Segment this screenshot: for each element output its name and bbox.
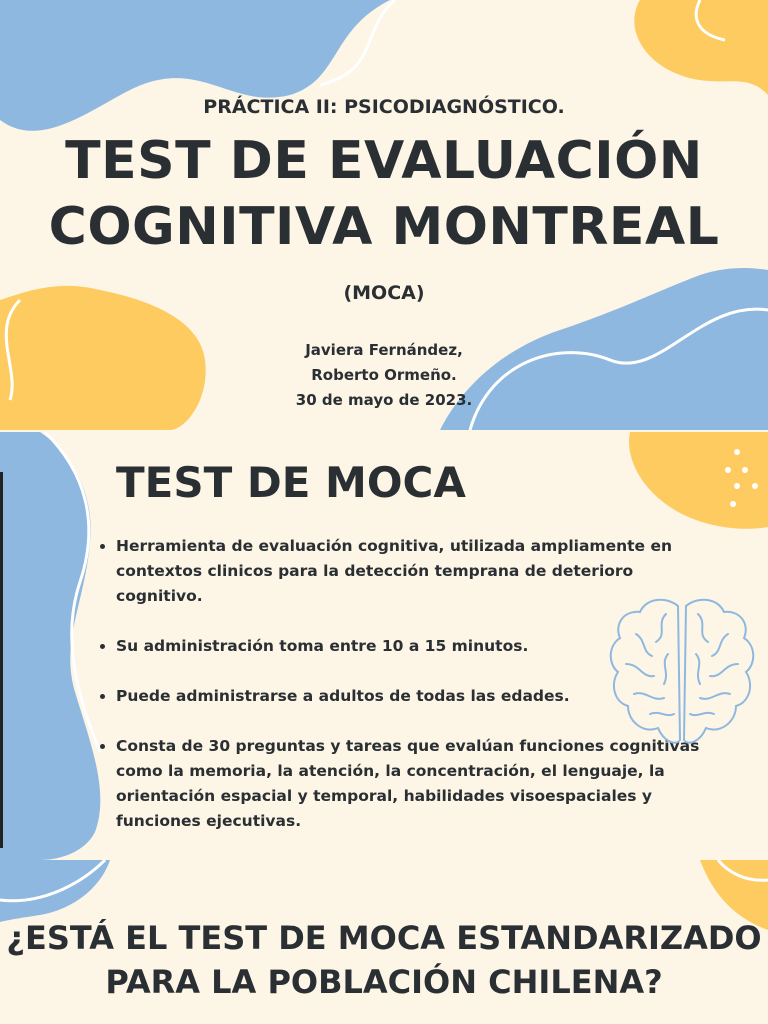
author-2: Roberto Ormeño. <box>311 366 457 384</box>
cover-title <box>0 128 768 260</box>
bullet-item: • Consta de 30 preguntas y tareas que evalúan funciones cognitivas como la memoria, la atención, la concentración, el lenguaje, la orientación espacial y temporal, habilidades visoespaciales y funciones ejecutivas. <box>116 734 716 834</box>
cover-abbreviation: (MOCA) <box>343 282 425 304</box>
brain-icon <box>606 594 758 754</box>
presentation-date: 30 de mayo de 2023. <box>295 391 473 409</box>
cover-title-line2: COGNITIVA MONTREAL <box>48 197 720 257</box>
question-line2: PARA LA POBLACIÓN CHILENA? <box>105 963 663 1001</box>
moca-heading: TEST DE MOCA <box>116 458 466 507</box>
cover-subtitle: PRÁCTICA II: PSICODIAGNÓSTICO. <box>203 96 565 118</box>
bullet-item: • Herramienta de evaluación cognitiva, utilizada ampliamente en contextos clinicos para la detección temprana de deterioro cognitivo. <box>116 534 716 609</box>
closing-question <box>0 916 768 1004</box>
author-1: Javiera Fernández, <box>305 341 463 359</box>
bullet-item: • Puede administrarse a adultos de todas las edades. <box>116 684 716 709</box>
bullet-item: • Su administración toma entre 10 a 15 minutos. <box>116 634 716 659</box>
cover-slide <box>0 0 768 430</box>
cover-authors <box>0 338 768 413</box>
question-line1: ¿ESTÁ EL TEST DE MOCA ESTANDARIZADO <box>6 919 762 957</box>
cover-title-line1: TEST DE EVALUACIÓN <box>65 131 703 191</box>
slide-edge-line <box>0 472 3 848</box>
